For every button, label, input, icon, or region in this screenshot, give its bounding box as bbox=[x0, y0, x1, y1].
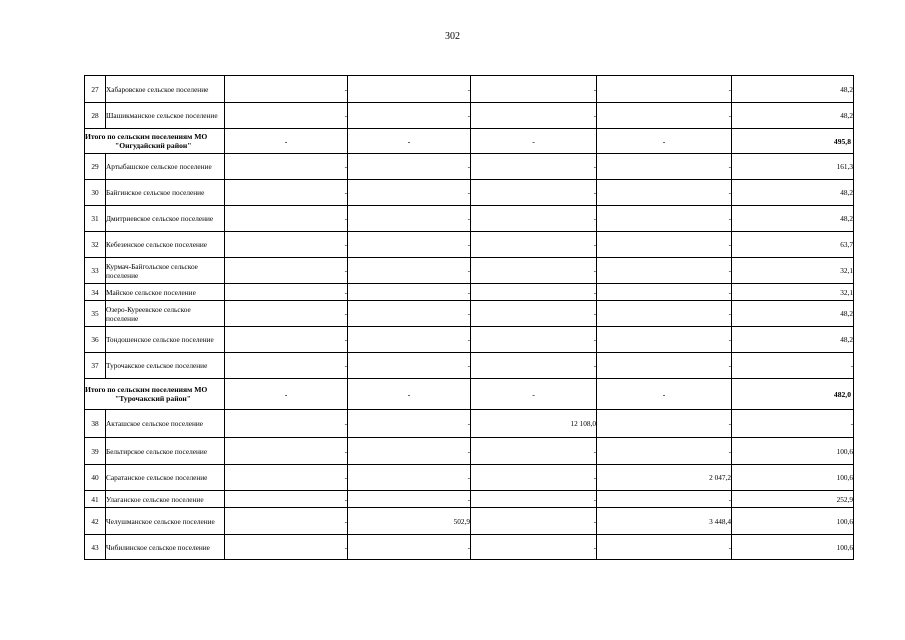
value-col-4: - bbox=[597, 353, 732, 379]
value-col-2: - bbox=[348, 353, 471, 379]
value-col-3: - bbox=[471, 284, 597, 301]
value-col-3: - bbox=[471, 379, 597, 410]
table-row bbox=[85, 258, 854, 284]
value-col-4: - bbox=[597, 379, 732, 410]
settlement-name: Озеро-Куреевское сельское поселение bbox=[106, 301, 225, 327]
value-col-3: - bbox=[471, 76, 597, 103]
value-col-5: 482,0 bbox=[732, 379, 854, 410]
settlement-name: Улаганское сельское поселение bbox=[106, 491, 225, 508]
row-number: 34 bbox=[85, 284, 106, 301]
settlement-name: Кебезенское сельское поселение bbox=[106, 232, 225, 258]
row-number: 42 bbox=[85, 508, 106, 535]
subtotal-label-cell bbox=[85, 379, 225, 410]
row-number: 36 bbox=[85, 327, 106, 353]
value-col-4: - bbox=[597, 154, 732, 180]
value-col-2: - bbox=[348, 438, 471, 465]
table-row bbox=[85, 76, 854, 103]
value-col-5: 100,6 bbox=[732, 438, 854, 465]
value-col-3: - bbox=[471, 154, 597, 180]
settlement-name: Чибилинское сельское поселение bbox=[106, 535, 225, 560]
row-number: 32 bbox=[85, 232, 106, 258]
value-col-5: 100,6 bbox=[732, 535, 854, 560]
value-col-3: - bbox=[471, 180, 597, 206]
settlement-name: Шашикманское сельское поселение bbox=[106, 103, 225, 129]
value-col-1: - bbox=[225, 353, 348, 379]
value-col-2: - bbox=[348, 206, 471, 232]
value-col-1: - bbox=[225, 103, 348, 129]
value-col-1: - bbox=[225, 206, 348, 232]
row-number: 28 bbox=[85, 103, 106, 129]
value-col-2: - bbox=[348, 129, 471, 154]
value-col-3: - bbox=[471, 465, 597, 491]
settlements-table bbox=[84, 75, 854, 560]
settlement-name: Артыбашское сельское поселение bbox=[106, 154, 225, 180]
value-col-3: - bbox=[471, 327, 597, 353]
value-col-4: 2 047,2 bbox=[597, 465, 732, 491]
value-col-2: - bbox=[348, 284, 471, 301]
value-col-1: - bbox=[225, 379, 348, 410]
value-col-2: - bbox=[348, 232, 471, 258]
row-number: 37 bbox=[85, 353, 106, 379]
settlement-name: Турочакское сельское поселение bbox=[106, 353, 225, 379]
value-col-1: - bbox=[225, 508, 348, 535]
value-col-1: - bbox=[225, 438, 348, 465]
value-col-3: - bbox=[471, 438, 597, 465]
value-col-4: - bbox=[597, 491, 732, 508]
value-col-4: - bbox=[597, 258, 732, 284]
value-col-1: - bbox=[225, 301, 348, 327]
table-row bbox=[85, 353, 854, 379]
settlement-name: Акташское сельское поселение bbox=[106, 410, 225, 438]
row-number: 41 bbox=[85, 491, 106, 508]
table-row bbox=[85, 327, 854, 353]
value-col-2: - bbox=[348, 379, 471, 410]
value-col-4: - bbox=[597, 180, 732, 206]
value-col-1: - bbox=[225, 76, 348, 103]
value-col-5: 32,1 bbox=[732, 284, 854, 301]
value-col-5: 100,6 bbox=[732, 508, 854, 535]
value-col-5: 48,2 bbox=[732, 206, 854, 232]
row-number: 40 bbox=[85, 465, 106, 491]
settlement-name: Хабаровское сельское поселение bbox=[106, 76, 225, 103]
value-col-4: - bbox=[597, 206, 732, 232]
value-col-2: 502,9 bbox=[348, 508, 471, 535]
value-col-4: - bbox=[597, 301, 732, 327]
value-col-4: - bbox=[597, 284, 732, 301]
value-col-1: - bbox=[225, 327, 348, 353]
settlement-name: Дмитриевское сельское поселение bbox=[106, 206, 225, 232]
value-col-4: 3 448,4 bbox=[597, 508, 732, 535]
value-col-5: 48,2 bbox=[732, 180, 854, 206]
value-col-3: - bbox=[471, 301, 597, 327]
value-col-4: - bbox=[597, 129, 732, 154]
subtotal-district: "Онгудайский район" bbox=[115, 141, 192, 150]
value-col-2: - bbox=[348, 76, 471, 103]
value-col-5: 32,1 bbox=[732, 258, 854, 284]
value-col-5: 48,2 bbox=[732, 327, 854, 353]
table-row bbox=[85, 284, 854, 301]
value-col-4: - bbox=[597, 232, 732, 258]
value-col-5: 252,9 bbox=[732, 491, 854, 508]
table-row bbox=[85, 410, 854, 438]
row-number: 30 bbox=[85, 180, 106, 206]
value-col-2: - bbox=[348, 327, 471, 353]
row-number: 38 bbox=[85, 410, 106, 438]
settlement-name: Байгинское сельское поселение bbox=[106, 180, 225, 206]
value-col-5: 100,6 bbox=[732, 465, 854, 491]
table-body bbox=[85, 76, 854, 560]
subtotal-label: Итого по сельским поселениям МО bbox=[85, 385, 208, 394]
table-row bbox=[85, 206, 854, 232]
settlement-name: Саратанское сельское поселение bbox=[106, 465, 225, 491]
row-number: 35 bbox=[85, 301, 106, 327]
table-row bbox=[85, 301, 854, 327]
value-col-4: - bbox=[597, 76, 732, 103]
table-row bbox=[85, 508, 854, 535]
settlement-name: Майское сельское поселение bbox=[106, 284, 225, 301]
table-row bbox=[85, 103, 854, 129]
table-row bbox=[85, 232, 854, 258]
settlement-name: Тондошенское сельское поселение bbox=[106, 327, 225, 353]
table-row bbox=[85, 154, 854, 180]
table-row bbox=[85, 180, 854, 206]
subtotal-label-cell bbox=[85, 129, 225, 154]
value-col-1: - bbox=[225, 129, 348, 154]
value-col-3: - bbox=[471, 353, 597, 379]
value-col-2: - bbox=[348, 410, 471, 438]
value-col-5: 48,2 bbox=[732, 301, 854, 327]
value-col-3: - bbox=[471, 508, 597, 535]
value-col-5: 495,8 bbox=[732, 129, 854, 154]
value-col-3: - bbox=[471, 258, 597, 284]
value-col-3: - bbox=[471, 232, 597, 258]
value-col-2: - bbox=[348, 180, 471, 206]
value-col-1: - bbox=[225, 232, 348, 258]
value-col-5: 161,3 bbox=[732, 154, 854, 180]
value-col-3: - bbox=[471, 491, 597, 508]
value-col-4: - bbox=[597, 535, 732, 560]
settlement-name: Челушманское сельское поселение bbox=[106, 508, 225, 535]
row-number: 43 bbox=[85, 535, 106, 560]
value-col-2: - bbox=[348, 103, 471, 129]
value-col-3: - bbox=[471, 103, 597, 129]
row-number: 29 bbox=[85, 154, 106, 180]
value-col-2: - bbox=[348, 154, 471, 180]
settlement-name: Бельтирское сельское поселение bbox=[106, 438, 225, 465]
value-col-1: - bbox=[225, 258, 348, 284]
subtotal-row bbox=[85, 379, 854, 410]
value-col-1: - bbox=[225, 535, 348, 560]
value-col-2: - bbox=[348, 491, 471, 508]
table-row bbox=[85, 465, 854, 491]
table-row bbox=[85, 491, 854, 508]
value-col-2: - bbox=[348, 465, 471, 491]
table-row bbox=[85, 438, 854, 465]
value-col-5: 48,2 bbox=[732, 103, 854, 129]
settlement-name: Курмач-Байгольское сельское поселение bbox=[106, 258, 225, 284]
value-col-2: - bbox=[348, 535, 471, 560]
value-col-1: - bbox=[225, 465, 348, 491]
row-number: 39 bbox=[85, 438, 106, 465]
value-col-2: - bbox=[348, 258, 471, 284]
value-col-3: - bbox=[471, 535, 597, 560]
value-col-4: - bbox=[597, 327, 732, 353]
table-row bbox=[85, 535, 854, 560]
value-col-1: - bbox=[225, 180, 348, 206]
value-col-4: - bbox=[597, 103, 732, 129]
subtotal-district: "Турочакский район" bbox=[115, 394, 191, 403]
row-number: 31 bbox=[85, 206, 106, 232]
value-col-1: - bbox=[225, 284, 348, 301]
value-col-5: - bbox=[732, 353, 854, 379]
subtotal-row bbox=[85, 129, 854, 154]
page-number: 302 bbox=[445, 31, 460, 42]
value-col-2: - bbox=[348, 301, 471, 327]
value-col-5: - bbox=[732, 410, 854, 438]
row-number: 27 bbox=[85, 76, 106, 103]
value-col-1: - bbox=[225, 410, 348, 438]
value-col-5: 63,7 bbox=[732, 232, 854, 258]
value-col-3: - bbox=[471, 129, 597, 154]
value-col-4: - bbox=[597, 438, 732, 465]
value-col-1: - bbox=[225, 154, 348, 180]
value-col-3: 12 108,0 bbox=[471, 410, 597, 438]
value-col-4: - bbox=[597, 410, 732, 438]
value-col-5: 48,2 bbox=[732, 76, 854, 103]
row-number: 33 bbox=[85, 258, 106, 284]
value-col-1: - bbox=[225, 491, 348, 508]
value-col-3: - bbox=[471, 206, 597, 232]
subtotal-label: Итого по сельским поселениям МО bbox=[85, 132, 208, 141]
